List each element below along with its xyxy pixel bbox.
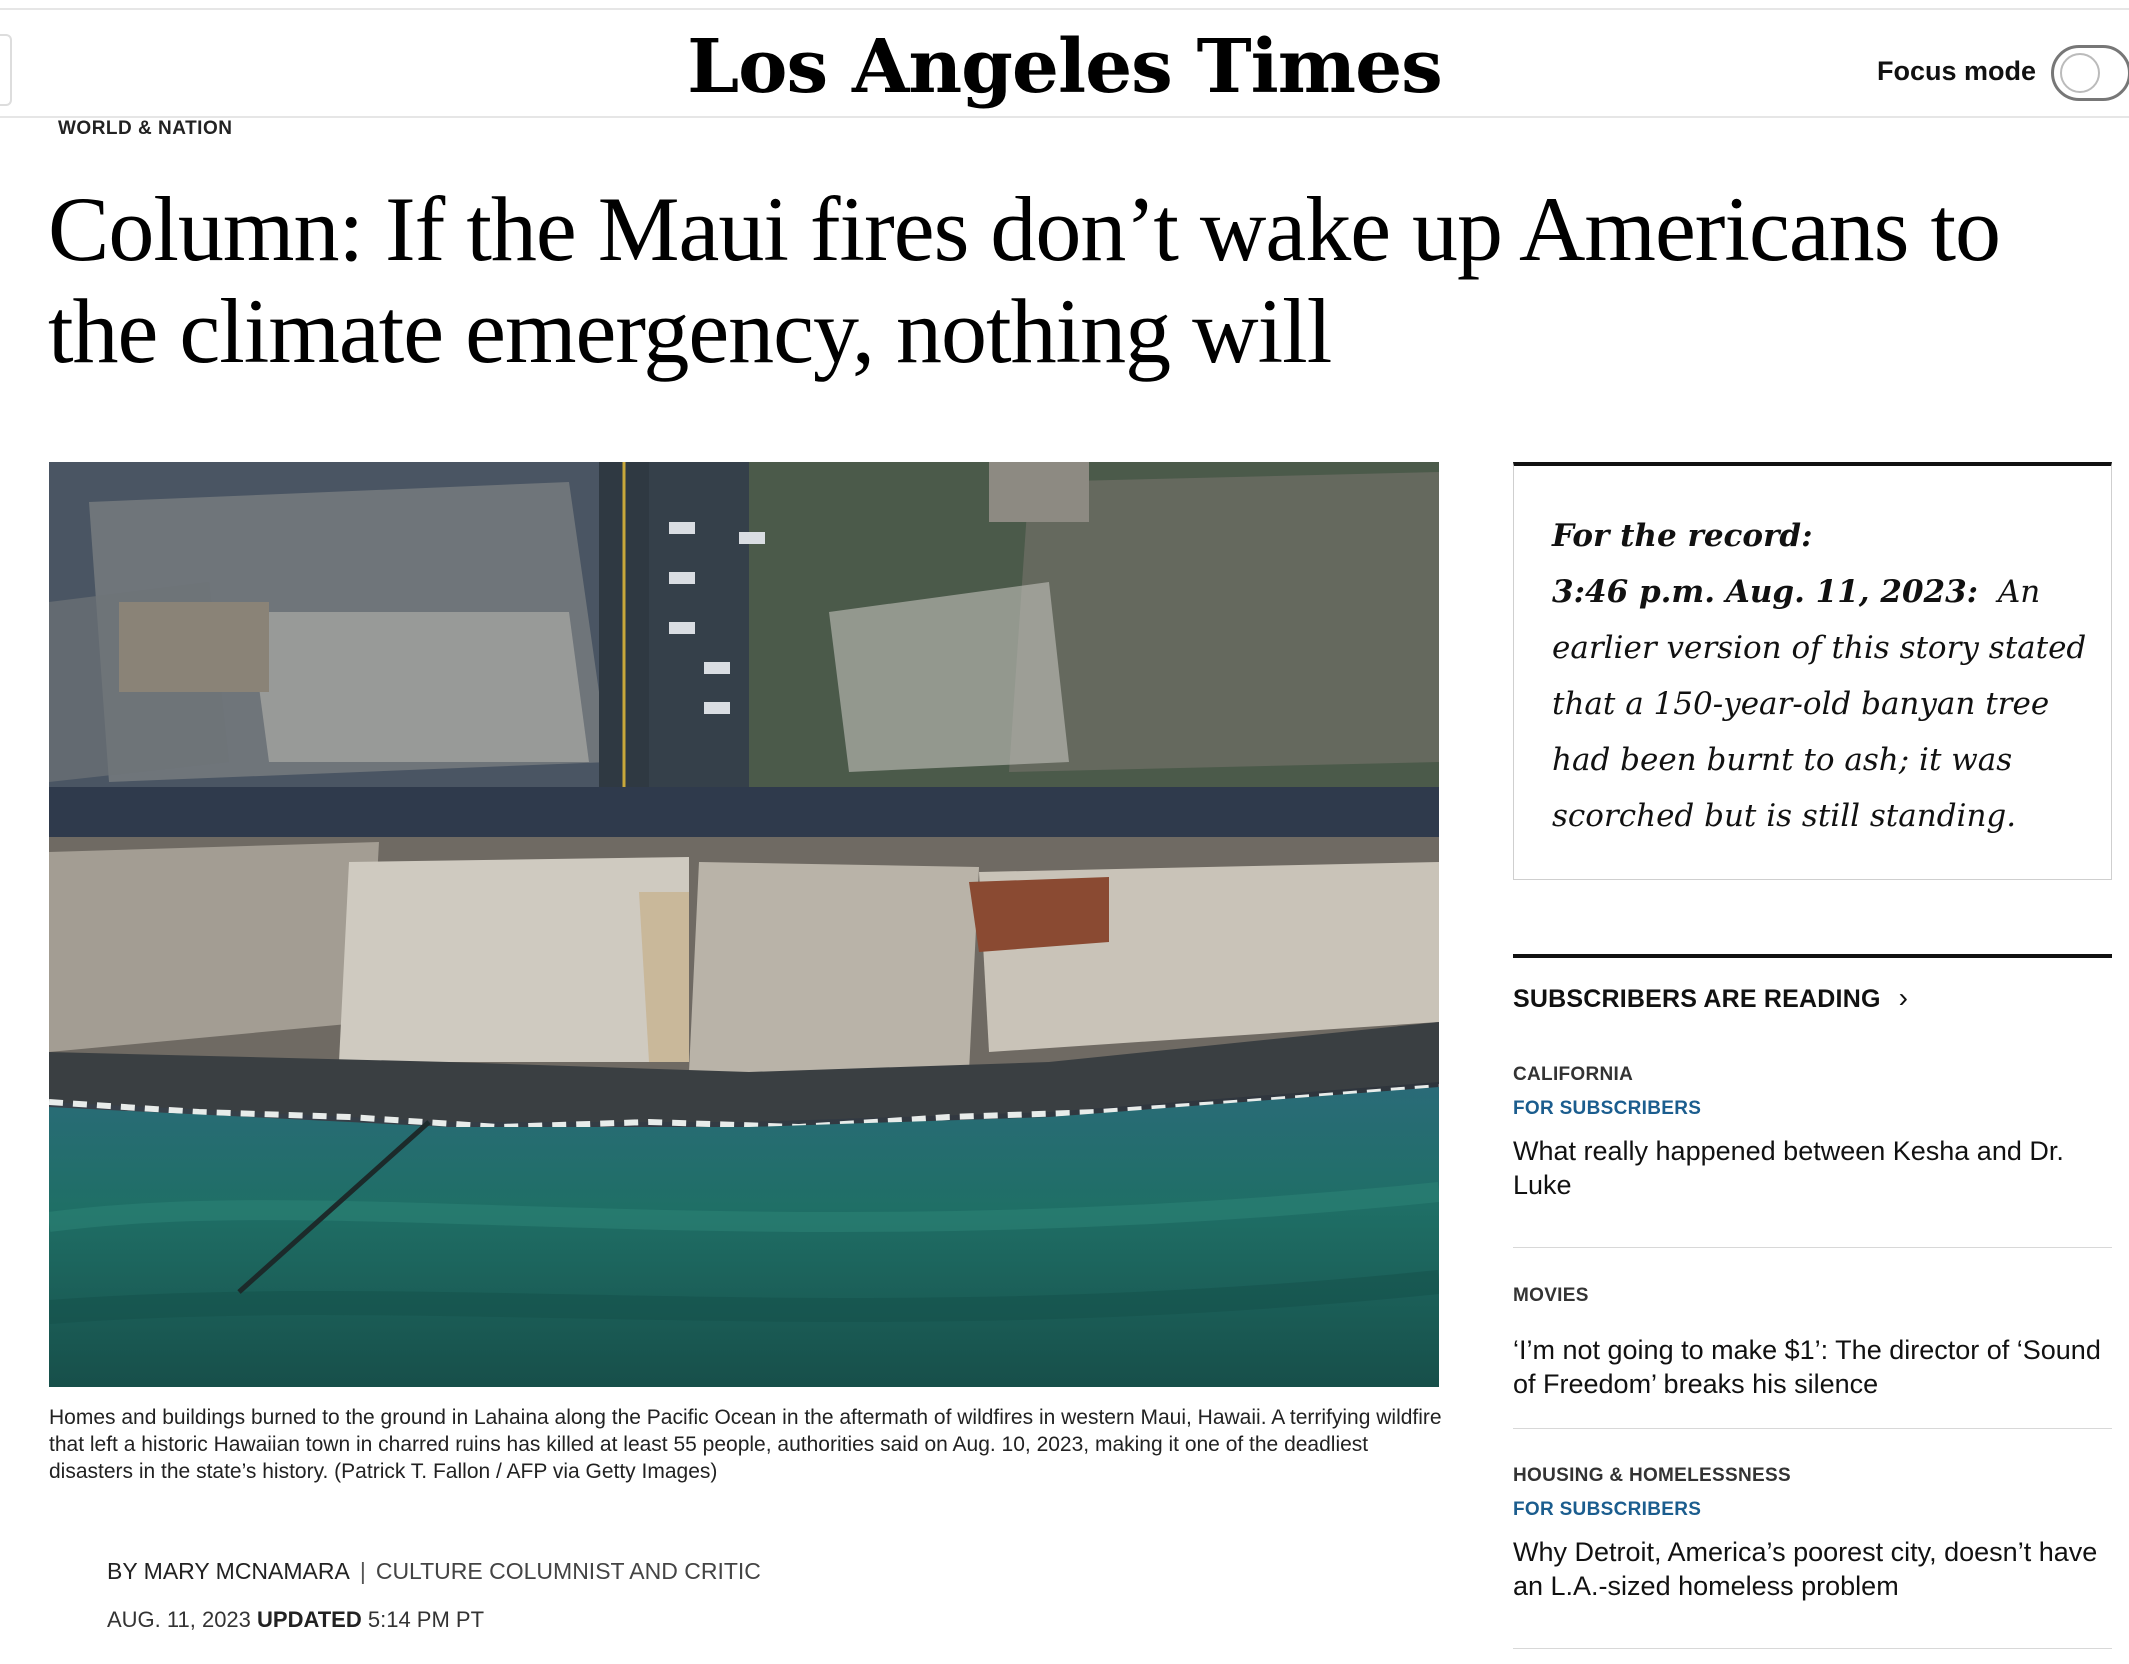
author-role: CULTURE COLUMNIST AND CRITIC [375,1558,761,1584]
story-item[interactable] [1513,1465,2112,1603]
author-link[interactable]: BY MARY MCNAMARA [107,1558,350,1584]
site-header [0,8,2129,118]
story-divider [1513,1247,2112,1248]
subscriber-badge: FOR SUBSCRIBERS [1513,1098,1702,1119]
correction-content [1552,508,2092,844]
subscribers-heading-label: SUBSCRIBERS ARE READING [1513,985,1881,1013]
correction-time: 3:46 p.m. Aug. 11, 2023: [1552,574,1979,610]
focus-mode-label: Focus mode [1877,56,2037,86]
story-category[interactable]: CALIFORNIA [1513,1064,1634,1085]
dateline [107,1607,484,1633]
byline-separator: | [359,1558,366,1584]
publish-date: AUG. 11, 2023 [107,1607,251,1632]
story-title[interactable]: What really happened between Kesha and Dr. Luke [1513,1136,2064,1200]
chevron-right-icon: › [1898,982,1909,1013]
correction-title: For the record: [1552,518,1813,554]
correction-text: An earlier version of this story stated that a 150-year-old banyan tree had been burnt to ash; it was scorched but is still standing. [1552,574,2087,834]
story-title[interactable]: ‘I’m not going to make $1’: The director of ‘Sound of Freedom’ breaks his silence [1513,1335,2101,1399]
correction-box [1513,462,2112,880]
story-title[interactable]: Why Detroit, America’s poorest city, doesn’t have an L.A.-sized homeless problem [1513,1537,2098,1601]
subscribers-rule [1513,954,2112,958]
story-divider [1513,1428,2112,1429]
story-divider [1513,1648,2112,1649]
updated-label: UPDATED [257,1607,362,1632]
focus-mode-toggle[interactable] [2051,45,2129,101]
byline [107,1558,761,1585]
story-item[interactable] [1513,1064,2112,1202]
subscriber-badge: FOR SUBSCRIBERS [1513,1499,1702,1520]
article-photo [49,462,1439,1387]
subscribers-heading[interactable] [1513,982,1908,1014]
toggle-knob [2060,53,2100,93]
article-headline: Column: If the Maui fires don’t wake up Americans to the climate emergency, nothing will [48,178,2001,382]
story-category[interactable]: MOVIES [1513,1285,1589,1306]
site-logo[interactable]: Los Angeles Times [687,24,1442,110]
updated-time: 5:14 PM PT [367,1607,485,1632]
story-category[interactable]: HOUSING & HOMELESSNESS [1513,1465,1791,1486]
section-link[interactable]: WORLD & NATION [58,118,233,139]
story-item[interactable] [1513,1285,2112,1401]
photo-caption: Homes and buildings burned to the ground in Lahaina along the Pacific Ocean in the aftermath of wildfires in western Maui, Hawaii. A terrifying wildfire that left a historic Hawaiian town in charred ruins has killed at least 55 people, authorities said on Aug. 10, 2023, making it one of the deadliest disasters in the state’s history. (Patrick T. Fallon / AFP via Getty Images) [49,1406,1442,1483]
